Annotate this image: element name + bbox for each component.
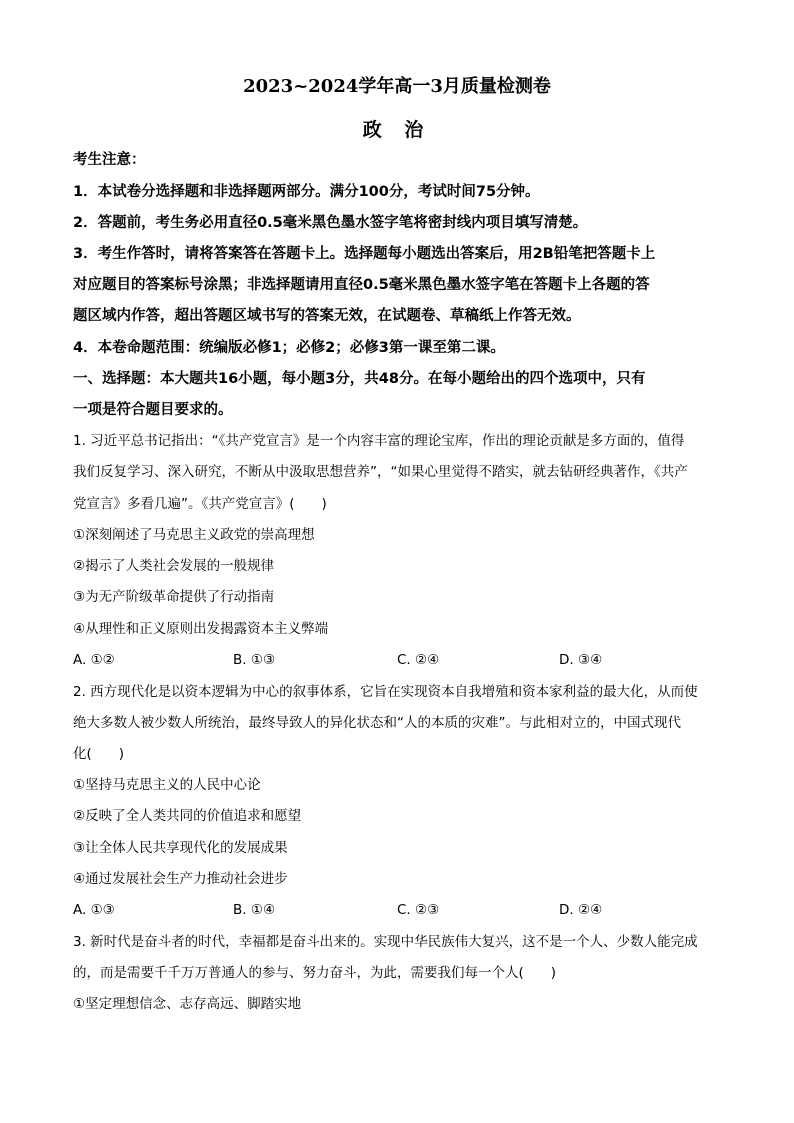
notice-item: 1．本试卷分选择题和非选择题两部分。满分100分，考试时间75分钟。	[73, 184, 540, 200]
option-b[interactable]: B. ①④	[233, 902, 276, 918]
question-stem: 2. 西方现代化是以资本逻辑为中心的叙事体系，它旨在实现资本自我增殖和资本家利益的最大化，从而使	[73, 684, 698, 700]
question-stem: 化( )	[73, 746, 125, 762]
statement: ②反映了全人类共同的价值追求和愿望	[73, 808, 302, 824]
question-stem: 1. 习近平总书记指出：“《共产党宣言》是一个内容丰富的理论宝库，作出的理论贡献是多方面的，值得	[73, 433, 685, 449]
option-a[interactable]: A. ①③	[73, 902, 115, 918]
section-heading: 一、选择题：本大题共16小题，每小题3分，共48分。在每小题给出的四个选项中，只有	[73, 371, 646, 387]
option-a[interactable]: A. ①②	[73, 652, 115, 668]
statement: ②揭示了人类社会发展的一般规律	[73, 558, 275, 574]
notice-item: 对应题目的答案标号涂黑；非选择题请用直径0.5毫米黑色墨水签字笔在答题卡上各题的答	[73, 277, 650, 293]
statement: ①坚定理想信念、志存高远、脚踏实地	[73, 996, 302, 1012]
notice-item: 题区域内作答，超出答题区域书写的答案无效，在试题卷、草稿纸上作答无效。	[73, 308, 581, 324]
question-stem: 我们反复学习、深入研究，不断从中汲取思想营养”，“如果心里觉得不踏实，就去钻研经典著作，《共产	[73, 464, 688, 480]
statement: ④从理性和正义原则出发揭露资本主义弊端	[73, 621, 329, 637]
notice-item: 3．考生作答时，请将答案答在答题卡上。选择题每小题选出答案后，用2B铅笔把答题卡上	[73, 246, 656, 262]
question-stem: 绝大多数人被少数人所统治，最终导致人的异化状态和“人的本质的灾难”。与此相对立的，中国式现代	[73, 715, 681, 731]
question-stem: 3. 新时代是奋斗者的时代，幸福都是奋斗出来的。实现中华民族伟大复兴，这不是一个人、少数人能完成	[73, 934, 698, 950]
option-b[interactable]: B. ①③	[233, 652, 276, 668]
notice-item: 4．本卷命题范围：统编版必修1；必修2；必修3第一课至第二课。	[73, 340, 505, 356]
statement: ①深刻阐述了马克思主义政党的崇高理想	[73, 527, 315, 543]
option-c[interactable]: C. ②③	[397, 902, 440, 918]
question-stem: 党宣言》多看几遍”。《共产党宣言》( )	[73, 496, 327, 512]
notice-item: 2．答题前，考生务必用直径0.5毫米黑色墨水签字笔将密封线内项目填写清楚。	[73, 215, 588, 231]
exam-title: 2023~2024学年高一3月质量检测卷	[243, 76, 551, 97]
section-heading: 一项是符合题目要求的。	[73, 402, 233, 418]
notice-heading: 考生注意：	[73, 152, 146, 168]
statement: ③为无产阶级革命提供了行动指南	[73, 589, 275, 605]
statement: ①坚持马克思主义的人民中心论	[73, 777, 261, 793]
option-d[interactable]: D. ③④	[559, 652, 603, 668]
statement: ③让全体人民共享现代化的发展成果	[73, 840, 288, 856]
subject-title: 政 治	[362, 119, 432, 141]
question-stem: 的，而是需要千千万万普通人的参与、努力奋斗，为此，需要我们每一个人( )	[73, 965, 557, 981]
statement: ④通过发展社会生产力推动社会进步	[73, 871, 288, 887]
option-c[interactable]: C. ②④	[397, 652, 440, 668]
option-d[interactable]: D. ②④	[559, 902, 603, 918]
